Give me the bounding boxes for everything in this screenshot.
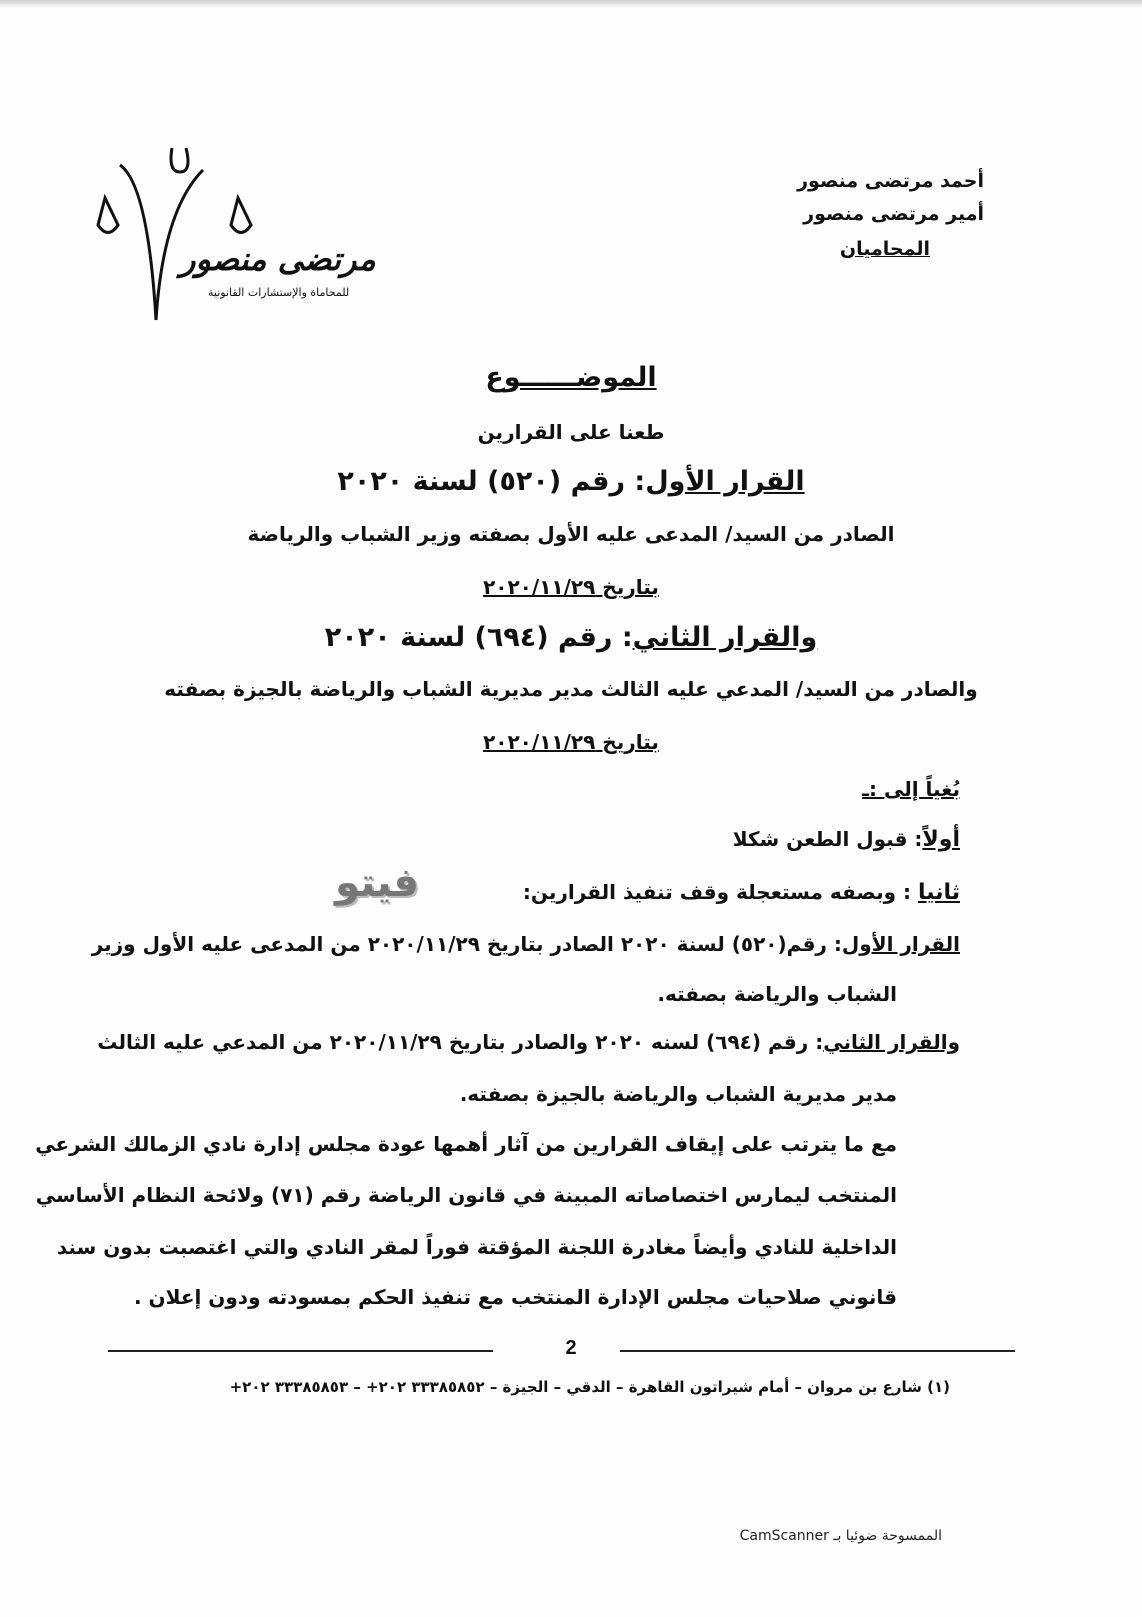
d1-line1	[92, 932, 960, 956]
watermark-logo	[335, 860, 419, 906]
d2-text: : رقم (٦٩٤) لسنه ٢٠٢٠ والصادر بتاريخ ٢٠٢٠/١١/٢٩ من المدعي عليه الثالث	[97, 1030, 824, 1054]
decision2-heading	[0, 622, 1142, 653]
subject-subtitle: طعنا على القرارين	[477, 420, 665, 444]
second-label: ثانيا	[917, 880, 960, 905]
logo-tagline: للمحاماة والإستشارات القانونية	[208, 286, 350, 299]
decision1-date: بتاريخ ٢٠٢٠/١١/٢٩	[483, 575, 659, 599]
second-text: : وبصفه مستعجلة وقف تنفيذ القرارين:	[522, 880, 918, 904]
decision2-number: : رقم (٦٩٤) لسنة ٢٠٢٠	[324, 622, 633, 653]
decision1-issuer: الصادر من السيد/ المدعى عليه الأول بصفته وزير الشباب والرياضة	[247, 522, 895, 546]
decision1-label: القرار الأول	[645, 466, 805, 497]
paragraph-line: مع ما يترتب على إيقاف القرارين من آثار أهمها عودة مجلس إدارة نادي الزمالك الشرعي	[35, 1132, 897, 1156]
footer-address: (١) شارع بن مروان – أمام شيراتون القاهرة – الدقي – الجيزة – ٣٣٣٨٥٨٥٢ ٢٠٢+ – ٣٣٣٨٥٨٥٣ ٢٠٢+	[229, 1378, 950, 1396]
lawyer-name-1: أحمد مرتضى منصور	[797, 170, 984, 192]
decision2-date: بتاريخ ٢٠٢٠/١١/٢٩	[483, 730, 659, 754]
paragraph-line: قانوني صلاحيات مجلس الإدارة المنتخب مع تنفيذ الحكم بمسودته ودون إعلان .	[134, 1285, 897, 1309]
logo-name: مرتضى منصور	[180, 240, 376, 278]
d1-line2: الشباب والرياضة بصفته.	[657, 982, 897, 1006]
scales-of-justice-icon	[88, 140, 418, 330]
decision2-issuer: والصادر من السيد/ المدعي عليه الثالث مدير مديرية الشباب والرياضة بالجيزة بصفته	[164, 677, 978, 701]
d2-line1	[97, 1030, 960, 1054]
d1-label: القرار الأول	[841, 932, 960, 956]
decision2-label: والقرار الثاني	[632, 622, 818, 653]
subject-heading: الموضــــــوع	[485, 362, 657, 393]
decision1-heading	[0, 466, 1142, 497]
lawyer-name-2: أمير مرتضى منصور	[803, 203, 984, 225]
lawyers-title: المحاميان	[839, 238, 930, 260]
d2-label: والقرار الثاني	[823, 1030, 960, 1054]
d2-line2: مدير مديرية الشباب والرياضة بالجيزة بصفته.	[459, 1082, 897, 1106]
camscanner-label: الممسوحة ضوئيا بـ CamScanner	[739, 1528, 942, 1544]
requests-intro: بُغياً إلى :ـ	[862, 777, 960, 801]
watermark-text: فيتو	[335, 860, 419, 906]
request-second	[523, 880, 960, 905]
page-number: 2	[565, 1337, 577, 1359]
paragraph-line: المنتخب ليمارس اختصاصاته المبينة في قانون الرياضة رقم (٧١) ولائحة النظام الأساسي	[35, 1183, 897, 1207]
scan-edge	[0, 0, 1142, 8]
decision1-number: : رقم (٥٢٠) لسنة ٢٠٢٠	[337, 466, 646, 497]
paragraph-line: الداخلية للنادي وأيضاً مغادرة اللجنة المؤقتة فوراً لمقر النادي والتي اغتصبت بدون سند	[56, 1235, 897, 1259]
firm-logo	[88, 140, 418, 330]
first-text: : قبول الطعن شكلا	[732, 827, 923, 851]
d1-text: : رقم(٥٢٠) لسنة ٢٠٢٠ الصادر بتاريخ ٢٠٢٠/١١/٢٩ من المدعى عليه الأول وزير	[91, 932, 842, 956]
request-first	[733, 827, 960, 852]
first-label: أولاً	[922, 827, 960, 852]
